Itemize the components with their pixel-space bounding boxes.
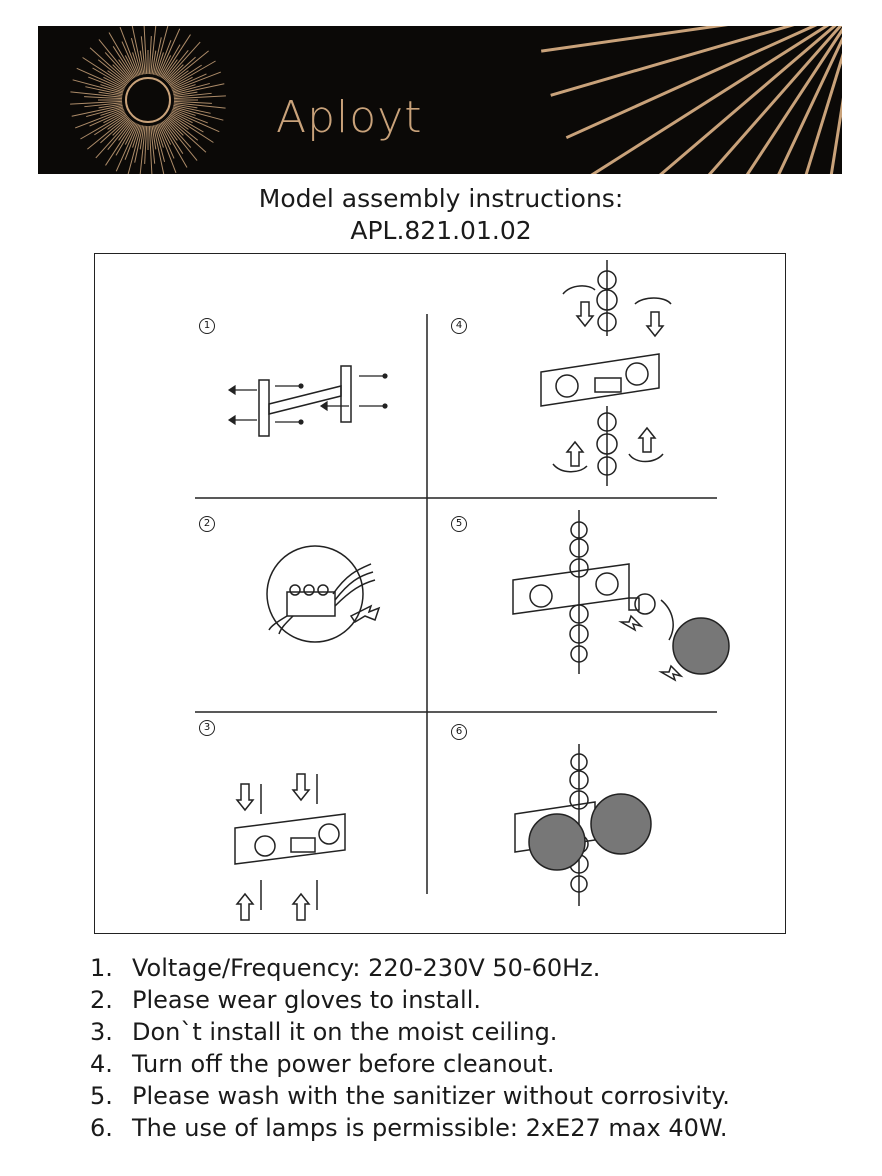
list-item: 6. The use of lamps is permissible: 2xE27 max 40W. [90,1114,728,1142]
step2-wiring-illustration [267,546,379,642]
step1-bracket-illustration [229,366,387,436]
step4-bead-assembly-illustration [541,260,671,486]
step-number-6: 6 [451,724,467,740]
note-text: Please wear gloves to install. [132,986,481,1014]
step-number-3: 3 [199,720,215,736]
brand-banner [38,26,842,174]
step-number-4: 4 [451,318,467,334]
step-number-1: 1 [199,318,215,334]
list-item: 5. Please wash with the sanitizer without corrosivity. [90,1082,730,1110]
note-text: Voltage/Frequency: 220-230V 50-60Hz. [132,954,601,982]
brand-logo-text: Aployt [276,92,423,143]
list-item: 1. Voltage/Frequency: 220-230V 50-60Hz. [90,954,601,982]
step6-assembled-illustration [515,744,651,906]
list-item: 4. Turn off the power before cleanout. [90,1050,555,1078]
page-title: Model assembly instructions: [258,184,624,213]
step5-shade-illustration [513,510,729,680]
note-text: The use of lamps is permissible: 2xE27 max 40W. [132,1114,728,1142]
sunburst-logo-graphic [38,26,842,174]
note-text: Don`t install it on the moist ceiling. [132,1018,558,1046]
step-number-2: 2 [199,516,215,532]
notes-list [90,952,730,1144]
list-item: 2. Please wear gloves to install. [90,986,481,1014]
step3-mount-illustration [235,774,345,920]
step-number-5: 5 [451,516,467,532]
assembly-diagram [94,253,786,934]
assembly-steps-illustration [95,254,787,935]
model-number: APL.821.01.02 [350,216,532,245]
note-text: Please wash with the sanitizer without corrosivity. [132,1082,730,1110]
list-item: 3. Don`t install it on the moist ceiling. [90,1018,558,1046]
note-text: Turn off the power before cleanout. [132,1050,555,1078]
